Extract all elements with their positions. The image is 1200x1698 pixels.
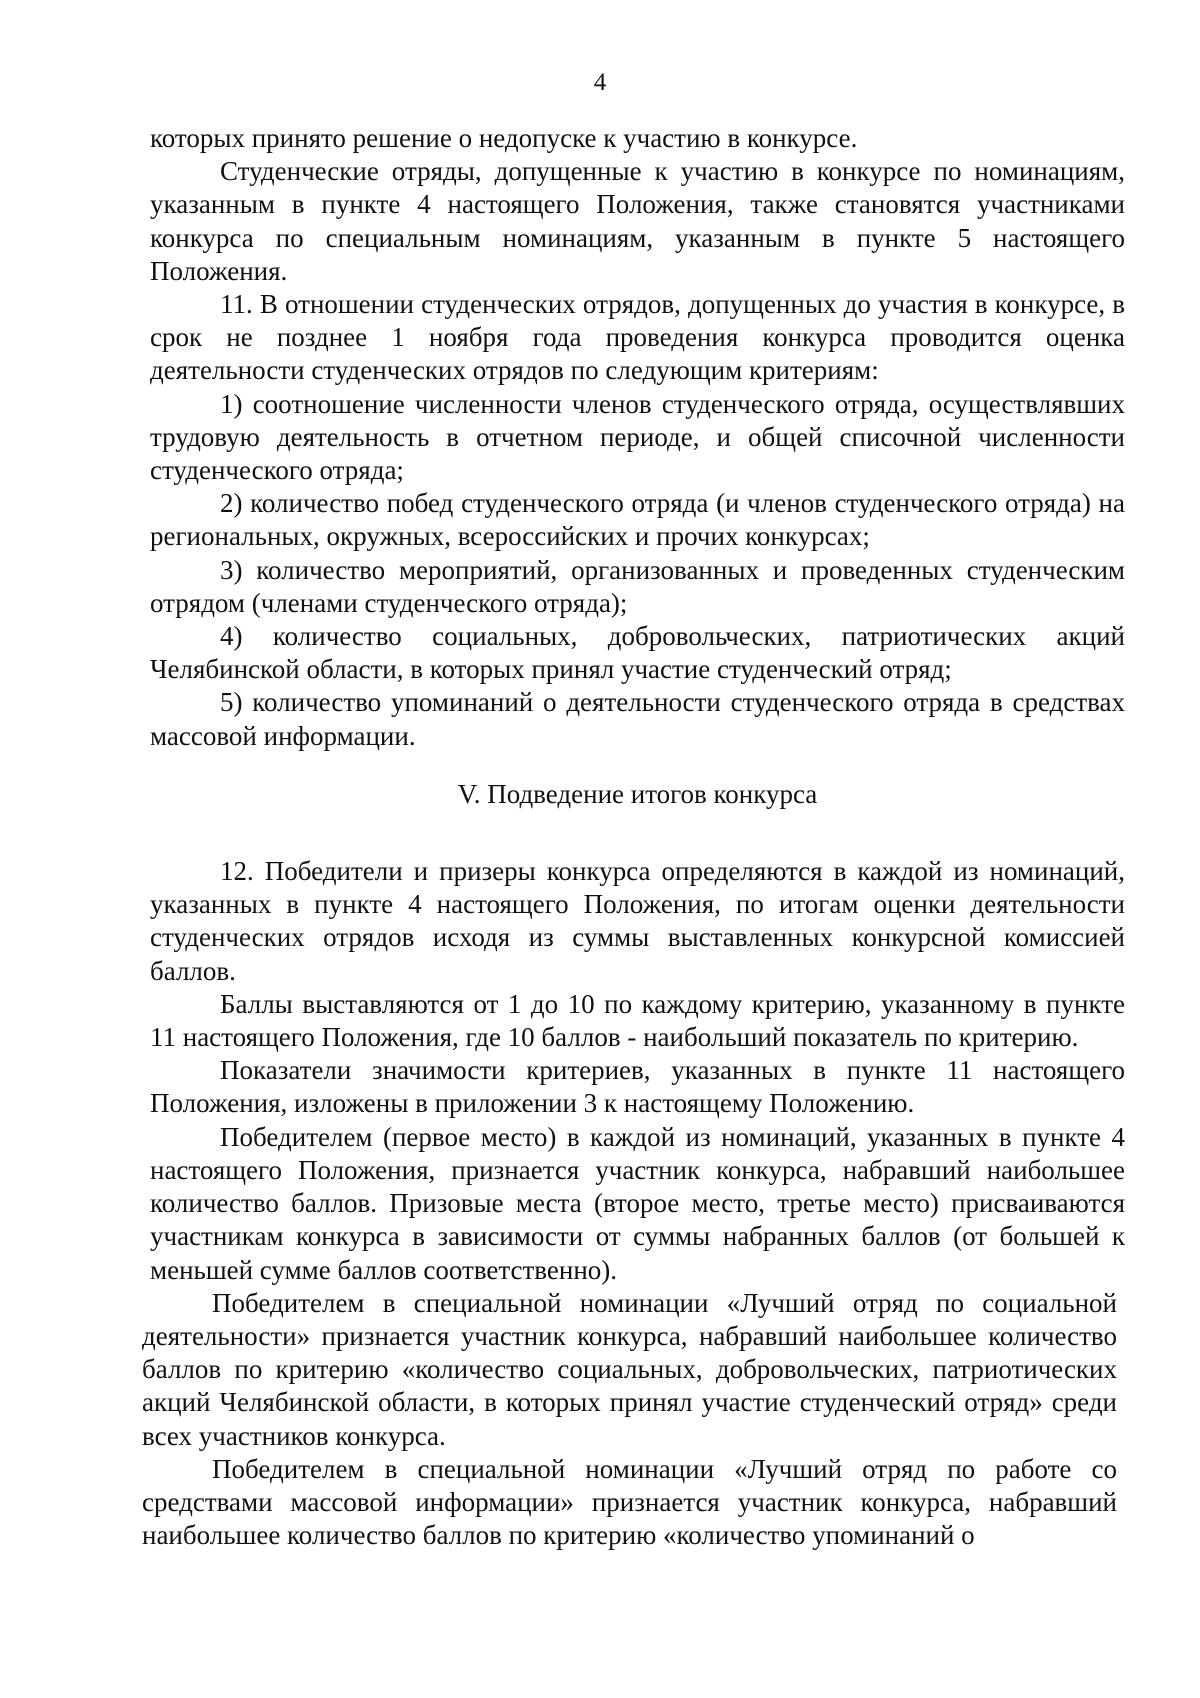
paragraph-continuation: которых принято решение о недопуске к участию в конкурсе.: [150, 123, 858, 153]
paragraph-winner-rules: Победителем (первое место) в каждой из номинаций, указанных в пункте 4 настоящего Положения, признается участник конкурса, набравший наибольшее количество баллов. Призовые места (второе место, третье место) присваиваются участникам конкурса в зависимости от суммы набранных баллов (от большей к меньшей сумме баллов соответственно).: [150, 1121, 1125, 1285]
paragraph-media-nomination: Победителем в специальной номинации «Лучший отряд по работе со средствами массовой информации» признается участник конкурса, набравший наибольшее количество баллов по критерию «количество упоминаний о: [142, 1453, 1117, 1551]
criterion-3: 3) количество мероприятий, организованных и проведенных студенческим отрядом (членами студенческого отряда);: [150, 554, 1125, 618]
paragraph-item-12: 12. Победители и призеры конкурса определяются в каждой из номинаций, указанных в пункте 4 настоящего Положения, по итогам оценки деятельности студенческих отрядов исходя из суммы выставленных конкурсной комиссией баллов.: [150, 856, 1125, 986]
paragraph-criteria-weights: Показатели значимости критериев, указанных в пункте 11 настоящего Положения, изложены в приложении 3 к настоящему Положению.: [150, 1055, 1125, 1119]
page-number: 4: [593, 69, 607, 96]
section-heading: V. Подведение итогов конкурса: [457, 778, 818, 809]
paragraph-social-nomination: Победителем в специальной номинации «Лучший отряд по социальной деятельности» признается участник конкурса, набравший наибольшее количество баллов по критерию «количество социальных, добровольческих, патриотических акций Челябинской области, в которых принял участие студенческий отряд» среди всех участников конкурса.: [142, 1287, 1117, 1451]
paragraph-special-nominations: Студенческие отряды, допущенные к участию в конкурсе по номинациям, указанным в пункте 4 настоящего Положения, также становятся участниками конкурса по специальным номинациям, указанным в пункте 5 настоящего Положения.: [150, 156, 1125, 286]
document-body: [142, 122, 1125, 1552]
criterion-4: 4) количество социальных, добровольческих, патриотических акций Челябинской области, в которых принял участие студенческий отряд;: [150, 621, 1125, 685]
criterion-2: 2) количество побед студенческого отряда (и членов студенческого отряда) на региональных, окружных, всероссийских и прочих конкурсах;: [150, 488, 1125, 552]
paragraph-item-11: 11. В отношении студенческих отрядов, допущенных до участия в конкурсе, в срок не позднее 1 ноября года проведения конкурса проводится оценка деятельности студенческих отрядов по следующим критериям:: [150, 289, 1125, 386]
paragraph-scoring: Баллы выставляются от 1 до 10 по каждому критерию, указанному в пункте 11 настоящего Положения, где 10 баллов - наибольший показатель по критерию.: [150, 988, 1125, 1053]
criterion-1: 1) соотношение численности членов студенческого отряда, осуществлявших трудовую деятельность в отчетном периоде, и общей списочной численности студенческого отряда;: [150, 388, 1125, 486]
criterion-5: 5) количество упоминаний о деятельности студенческого отряда в средствах массовой информации.: [150, 687, 1125, 751]
